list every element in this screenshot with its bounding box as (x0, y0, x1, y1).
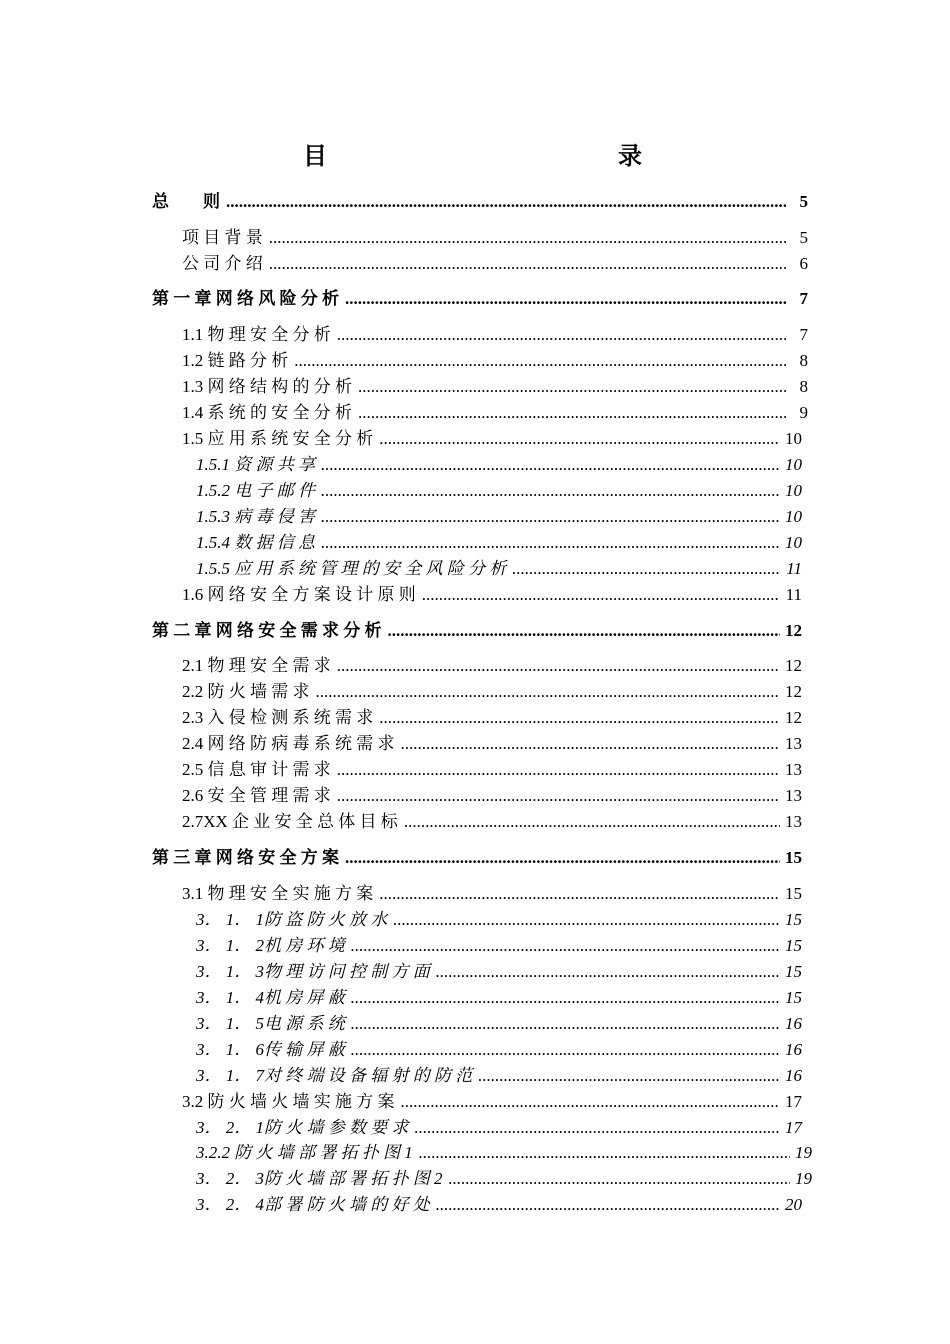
toc-entry[interactable] (182, 811, 802, 833)
toc-entry[interactable] (182, 350, 808, 372)
toc-entry-label: 3． 1． 1防 盗 防 火 放 水 (196, 910, 388, 929)
toc-entry-page-number: 15 (785, 962, 802, 981)
toc-entry-page-number: 10 (785, 533, 802, 552)
dot-leader (351, 1039, 780, 1061)
dot-leader (449, 1168, 791, 1190)
dot-leader (512, 558, 780, 580)
toc-entry[interactable] (196, 558, 802, 580)
toc-entry[interactable] (196, 1117, 802, 1139)
toc-entry-page-number: 10 (785, 455, 802, 474)
dot-leader (401, 1091, 781, 1113)
toc-entry-page-number: 13 (785, 812, 802, 831)
toc-entry-page-number: 19 (795, 1169, 812, 1188)
dot-leader (269, 253, 786, 275)
toc-entry[interactable] (182, 733, 802, 755)
toc-entry-page-number: 12 (785, 708, 802, 727)
toc-entry-label: 1.5.2 电 子 邮 件 (196, 481, 315, 500)
toc-entry-page-number: 15 (785, 936, 802, 955)
toc-entry[interactable] (196, 506, 802, 528)
toc-entry-page-number: 15 (785, 884, 802, 903)
toc-entry-page-number: 5 (799, 228, 808, 247)
toc-entry[interactable] (196, 909, 802, 931)
toc-chapter-entry[interactable] (152, 620, 802, 642)
dot-leader (321, 506, 780, 528)
toc-entry[interactable] (196, 1013, 802, 1035)
toc-chapter-entry[interactable] (152, 191, 808, 213)
toc-entry[interactable] (196, 961, 802, 983)
toc-entry[interactable] (196, 1039, 802, 1061)
page-title (0, 136, 950, 172)
dot-leader (316, 681, 781, 703)
toc-entry[interactable] (196, 454, 802, 476)
dot-leader (404, 811, 780, 833)
toc-entry-label: 2.2 防 火 墙 需 求 (182, 682, 310, 701)
dot-leader (351, 935, 780, 957)
toc-entry[interactable] (196, 1194, 802, 1216)
toc-entry-page-number: 12 (785, 656, 802, 675)
toc-entry-label: 3.2.2 防 火 墙 部 署 拓 扑 图 1 (196, 1143, 413, 1162)
toc-entry[interactable] (196, 935, 802, 957)
toc-entry[interactable] (196, 987, 802, 1009)
dot-leader (337, 785, 780, 807)
toc-entry[interactable] (182, 707, 802, 729)
toc-entry[interactable] (182, 1091, 802, 1113)
dot-leader (321, 480, 780, 502)
toc-entry-page-number: 10 (785, 429, 802, 448)
dot-leader (294, 350, 786, 372)
toc-entry-label: 1.5.5 应 用 系 统 管 理 的 安 全 风 险 分 析 (196, 559, 507, 578)
dot-leader (358, 402, 786, 424)
toc-entry-page-number: 17 (785, 1118, 802, 1137)
toc-entry-label: 2.3 入 侵 检 测 系 统 需 求 (182, 708, 374, 727)
toc-entry[interactable] (182, 785, 802, 807)
toc-entry[interactable] (182, 402, 808, 424)
toc-entry-page-number: 11 (786, 559, 802, 578)
dot-leader (436, 961, 780, 983)
toc-entry[interactable] (196, 1065, 802, 1087)
title-char-2: 录 (618, 144, 642, 170)
toc-entry[interactable] (182, 253, 808, 275)
toc-entry-label: 3． 1． 4机 房 屏 蔽 (196, 988, 345, 1007)
toc-entry-page-number: 8 (799, 351, 808, 370)
toc-entry-page-number: 12 (785, 682, 802, 701)
dot-leader (379, 428, 780, 450)
toc-entry-label: 1.4 系 统 的 安 全 分 析 (182, 403, 352, 422)
toc-entry-label: 3.2 防 火 墙 火 墙 实 施 方 案 (182, 1092, 395, 1111)
toc-entry-label: 2.4 网 络 防 病 毒 系 统 需 求 (182, 734, 395, 753)
toc-entry-label: 2.7XX 企 业 安 全 总 体 目 标 (182, 812, 398, 831)
toc-entry-page-number: 19 (795, 1143, 812, 1162)
toc-entry-label: 1.5.1 资 源 共 享 (196, 455, 315, 474)
dot-leader (337, 324, 786, 346)
toc-entry-label: 第 二 章 网 络 安 全 需 求 分 析 (152, 621, 382, 640)
dot-leader (351, 1013, 780, 1035)
toc-entry-page-number: 16 (785, 1014, 802, 1033)
toc-entry-label: 3.1 物 理 安 全 实 施 方 案 (182, 884, 374, 903)
toc-entry[interactable] (182, 883, 802, 905)
dot-leader (422, 584, 780, 606)
dot-leader (337, 655, 780, 677)
toc-entry-page-number: 12 (785, 621, 802, 640)
toc-entry-label: 1.6 网 络 安 全 方 案 设 计 原 则 (182, 585, 416, 604)
toc-entry-page-number: 15 (785, 848, 802, 867)
toc-entry-page-number: 5 (799, 192, 808, 211)
toc-entry-page-number: 9 (799, 403, 808, 422)
toc-entry-page-number: 7 (799, 325, 808, 344)
toc-entry-label: 1.3 网 络 结 构 的 分 析 (182, 377, 352, 396)
dot-leader (415, 1117, 781, 1139)
toc-entry-label: 2.1 物 理 安 全 需 求 (182, 656, 331, 675)
title-char-1: 目 (303, 144, 327, 170)
dot-leader (388, 620, 781, 642)
toc-entry-label: 3． 2． 1防 火 墙 参 数 要 求 (196, 1118, 409, 1137)
dot-leader (379, 707, 780, 729)
toc-entry-page-number: 6 (799, 254, 808, 273)
toc-entry-label: 1.2 链 路 分 析 (182, 351, 289, 370)
dot-leader (337, 759, 780, 781)
toc-entry-label: 公 司 介 绍 (182, 254, 263, 273)
toc-entry-label: 2.5 信 息 审 计 需 求 (182, 760, 331, 779)
toc-entry-label: 项 目 背 景 (182, 228, 263, 247)
toc-entry-page-number: 8 (799, 377, 808, 396)
toc-chapter-entry[interactable] (152, 847, 802, 869)
toc-entry[interactable] (182, 759, 802, 781)
toc-entry-page-number: 13 (785, 760, 802, 779)
toc-entry-label: 第 一 章 网 络 风 险 分 析 (152, 289, 339, 308)
dot-leader (393, 909, 780, 931)
toc-entry-page-number: 20 (785, 1195, 802, 1214)
toc-entry-label: 1.5.3 病 毒 侵 害 (196, 507, 315, 526)
toc-entry-page-number: 16 (785, 1040, 802, 1059)
toc-entry[interactable] (196, 480, 802, 502)
dot-leader (379, 883, 780, 905)
toc-entry[interactable] (182, 584, 802, 606)
toc-entry[interactable] (196, 1142, 812, 1164)
dot-leader (436, 1194, 780, 1216)
toc-entry-page-number: 17 (785, 1092, 802, 1111)
dot-leader (401, 733, 781, 755)
toc-entry[interactable] (182, 655, 802, 677)
toc-entry-label: 3． 1． 7对 终 端 设 备 辐 射 的 防 范 (196, 1066, 473, 1085)
toc-entry-page-number: 10 (785, 481, 802, 500)
toc-entry-page-number: 16 (785, 1066, 802, 1085)
dot-leader (351, 987, 780, 1009)
dot-leader (345, 847, 780, 869)
toc-entry-label: 1.1 物 理 安 全 分 析 (182, 325, 331, 344)
toc-entry-page-number: 11 (785, 585, 802, 604)
dot-leader (269, 227, 786, 249)
toc-entry[interactable] (196, 1168, 812, 1190)
toc-entry-label: 1.5.4 数 据 信 息 (196, 533, 315, 552)
toc-entry[interactable] (196, 532, 802, 554)
toc-entry-page-number: 13 (785, 734, 802, 753)
toc-entry-label: 3． 2． 4部 署 防 火 墙 的 好 处 (196, 1195, 430, 1214)
dot-leader (321, 532, 780, 554)
dot-leader (419, 1142, 790, 1164)
toc-entry-label: 3． 1． 6传 输 屏 蔽 (196, 1040, 345, 1059)
toc-entry-label: 3． 2． 3防 火 墙 部 署 拓 扑 图 2 (196, 1169, 443, 1188)
toc-entry-label: 3． 1． 3物 理 访 问 控 制 方 面 (196, 962, 430, 981)
toc-entry-page-number: 7 (799, 289, 808, 308)
toc-entry-page-number: 15 (785, 910, 802, 929)
toc-entry-label: 3． 1． 5电 源 系 统 (196, 1014, 345, 1033)
toc-chapter-entry[interactable] (152, 288, 808, 310)
toc-entry-label: 总 则 (152, 192, 220, 211)
toc-entry-label: 3． 1． 2机 房 环 境 (196, 936, 345, 955)
dot-leader (345, 288, 786, 310)
toc-entry-label: 1.5 应 用 系 统 安 全 分 析 (182, 429, 374, 448)
toc-entry[interactable] (182, 324, 808, 346)
dot-leader (358, 376, 786, 398)
toc-entry-page-number: 10 (785, 507, 802, 526)
toc-entry[interactable] (182, 376, 808, 398)
toc-entry-page-number: 15 (785, 988, 802, 1007)
toc-entry-label: 第 三 章 网 络 安 全 方 案 (152, 848, 339, 867)
toc-entry[interactable] (182, 681, 802, 703)
dot-leader (321, 454, 780, 476)
toc-entry[interactable] (182, 428, 802, 450)
dot-leader (478, 1065, 780, 1087)
toc-entry-label: 2.6 安 全 管 理 需 求 (182, 786, 331, 805)
toc-entry[interactable] (182, 227, 808, 249)
toc-entry-page-number: 13 (785, 786, 802, 805)
dot-leader (226, 191, 786, 213)
